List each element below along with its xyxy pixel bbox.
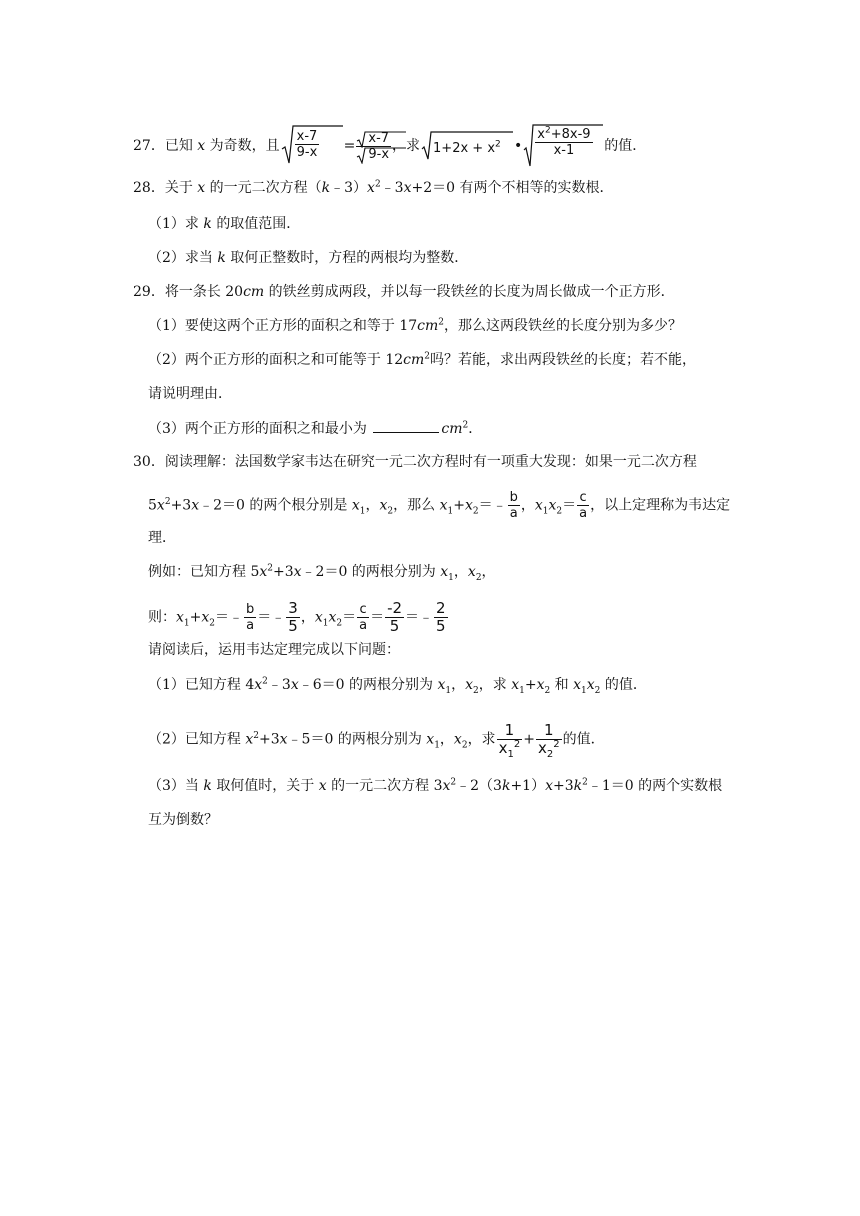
- question-number: 29．: [133, 284, 165, 300]
- denominator: 5: [389, 617, 400, 635]
- question-28: 28．关于 x 的一元二次方程$(k﹣3)x^2﹣3x+2=0$ 有两个不相等的实数根．: [133, 179, 614, 196]
- q30-part-3: （3）当 k 取何值时，关于 x 的一元二次方程 $3x^2﹣2(3k+1)x+3k^2﹣1=0$ 的两个实数根: [148, 777, 723, 794]
- numerator: 2: [436, 599, 446, 617]
- multiply-dot: •: [514, 138, 523, 154]
- text: 的值．: [562, 731, 605, 748]
- numerator: -2: [387, 599, 403, 617]
- text: +1）: [510, 778, 546, 794]
- question-number: 28．: [133, 180, 165, 196]
- radicand: 1+2x + x: [433, 141, 496, 156]
- numerator: c: [357, 602, 369, 618]
- denominator: a: [246, 618, 255, 633]
- fraction: [385, 600, 404, 635]
- var-x: x: [197, 180, 206, 196]
- q30-part-2: （2）已知方程 $x^2+3x﹣5=0$ 的两根分别为 $x_1$，$x_2$，求 $\frac{1}{x_1^2}$ + $\frac{1}{x_2^2}$ 的值．: [148, 721, 605, 760]
- q29-part-2: （2）两个正方形的面积之和可能等于 $12cm^2$吗？若能，求出两段铁丝的长度；若不能，: [148, 351, 697, 368]
- text: 为奇数，且: [209, 138, 280, 154]
- numerator: c: [577, 490, 589, 506]
- q28-part-2: [148, 248, 860, 268]
- text: 吗？若能，求出两段铁丝的长度；若不能，: [430, 352, 697, 368]
- unit-cm: cm: [243, 284, 265, 300]
- fraction-1-over-x1-squared: $\frac{1}{x_1^2}$: [498, 721, 521, 760]
- radical-1: [281, 125, 343, 167]
- numerator: x-7: [368, 130, 390, 146]
- text: ，那么: [393, 497, 436, 514]
- numerator: $x^2+8x-9$: [537, 125, 591, 142]
- denominator: a: [579, 506, 588, 521]
- text: ﹣2＝0 的两个根分别是: [199, 497, 348, 514]
- q30-example: 例如：已知方程 $5x^2+3x﹣2=0$ 的两根分别为 $x_1$，$x_2$，: [148, 563, 496, 583]
- denominator: a: [509, 506, 518, 521]
- text: ﹣6＝0 的两根分别为: [298, 677, 433, 693]
- text: ﹣1＝0 的两个实数根: [587, 778, 723, 794]
- text: 例如：已知方程 5: [148, 564, 260, 580]
- var-k: k: [203, 778, 212, 794]
- q30-part-1: （1）已知方程 $4x^2﹣3x﹣6=0$ 的两根分别为 $x_1$，$x_2$，求 $x_1+x_2$ 和 $x_1x_2$ 的值．: [148, 676, 647, 696]
- text: ．: [468, 421, 483, 437]
- denominator: x-1: [553, 143, 575, 158]
- denominator: 5: [288, 617, 298, 635]
- text: 已知: [164, 138, 193, 154]
- text: ﹣3: [267, 677, 291, 693]
- var-x: x: [403, 180, 412, 196]
- fraction-c-over-a: [577, 490, 589, 521]
- var-k: k: [203, 216, 212, 232]
- text: +3: [552, 778, 574, 794]
- var-x: x: [197, 138, 206, 154]
- fraction: [286, 600, 300, 635]
- question-number: 30．: [133, 454, 165, 470]
- text: ﹣3）: [330, 180, 368, 196]
- q29-part-1: （1）要使这两个正方形的面积之和等于 $17cm^2$，那么这两段铁丝的长度分别为多少？: [148, 317, 683, 334]
- q30-line-2: $5x^2+3x﹣2=0$ 的两个根分别是 $x_1$，$x_2$，那么 $x_1+x_2=﹣$ $\frac{b}{a}$ ，$x_1x_2=$ $\frac{c}{a}$ ，以上定理称为韦达定: [148, 490, 731, 521]
- text: 的一元二次方程（: [209, 180, 322, 196]
- numerator: b: [246, 602, 255, 617]
- fraction: [244, 602, 256, 633]
- question-30: [133, 452, 860, 472]
- text: ﹣2（3: [456, 778, 502, 794]
- equals: =: [343, 138, 356, 154]
- text: 请阅读后，运用韦达定理完成以下问题：: [148, 642, 400, 658]
- text: （2）求当: [148, 250, 213, 266]
- text: +3: [170, 497, 192, 514]
- fraction-1-over-x2-squared: $\frac{1}{x_2^2}$: [537, 721, 560, 760]
- text: （1）已知方程 4: [148, 677, 255, 693]
- text: 的值．: [604, 138, 647, 154]
- text: 互为倒数？: [148, 812, 218, 828]
- text: ＝﹣: [478, 497, 507, 514]
- q30-example-result: 则：$x_1+x_2=﹣$ $\frac{b}{a}$ ＝﹣ $\frac{3}{5}$ ，$x_1x_2=$ $\frac{c}{a}$ ＝ $\frac{-2}{5}$ ＝﹣ $\frac{2}{5}$: [148, 599, 446, 635]
- denominator: a: [359, 618, 368, 633]
- text: 5: [148, 497, 157, 514]
- text: 的值．: [604, 677, 647, 693]
- fraction-radicals: [356, 131, 391, 162]
- text: （1）求: [148, 216, 199, 232]
- text: （2）已知方程: [148, 731, 241, 748]
- var-x: x: [367, 180, 375, 196]
- text: 取何值时，关于: [216, 778, 315, 794]
- text: （1）要使这两个正方形的面积之和等于 17: [148, 318, 418, 334]
- answer-blank[interactable]: [373, 418, 439, 433]
- text: ，那么这两段铁丝的长度分别为多少？: [444, 318, 683, 334]
- text: ，求: [392, 138, 421, 154]
- fraction: [434, 600, 448, 635]
- text: +2＝0 有两个不相等的实数根．: [411, 180, 614, 196]
- text: 理．: [148, 530, 176, 546]
- numerator: b: [509, 490, 518, 505]
- denominator: 9-x: [296, 145, 318, 160]
- var-k: k: [321, 180, 331, 196]
- unit-cm: cm: [441, 421, 463, 437]
- radical-4: [523, 124, 603, 168]
- text: ﹣3: [380, 180, 404, 196]
- fraction-b-over-a: [508, 490, 520, 521]
- var-k: k: [217, 250, 226, 266]
- unit-cm: cm: [417, 318, 439, 334]
- q30-instruction: [148, 640, 860, 660]
- text: +3: [259, 731, 280, 748]
- fraction: [357, 602, 369, 633]
- unit-cm: cm: [403, 352, 425, 368]
- denominator: 5: [436, 617, 446, 635]
- text: 和: [554, 677, 569, 693]
- text: 取何正整数时，方程的两根均为整数．: [230, 250, 469, 266]
- numerator: 1: [536, 722, 562, 740]
- numerator: 3: [288, 599, 298, 617]
- text: （2）两个正方形的面积之和可能等于 12: [148, 352, 404, 368]
- text: 关于: [164, 180, 193, 196]
- text: ﹣2＝0 的两根分别为: [301, 564, 436, 580]
- radical-3: $1+2x + x^2$: [421, 131, 513, 161]
- text: ，以上定理称为韦达定: [590, 497, 731, 514]
- question-number: 27．: [133, 138, 165, 154]
- q28-part-1: [148, 214, 860, 234]
- text: 则：: [148, 609, 176, 626]
- text: ﹣5＝0 的两根分别为: [287, 731, 422, 748]
- text: 将一条长 20: [164, 284, 244, 300]
- var-x: x: [318, 778, 327, 794]
- text: （3）两个正方形的面积之和最小为: [148, 421, 367, 437]
- text: 的一元二次方程 3: [331, 778, 443, 794]
- text: 的铁丝剪成两段，并以每一段铁丝的长度为周长做成一个正方形．: [268, 284, 675, 300]
- q29-part-3: （3）两个正方形的面积之和最小为 $cm^2$．: [148, 418, 860, 439]
- q30-line-3: [148, 528, 860, 548]
- q29-part-2-cont: [148, 384, 860, 404]
- text: 请说明理由．: [148, 386, 232, 402]
- question-27: [133, 124, 860, 168]
- text: ，求: [478, 677, 507, 693]
- text: 阅读理解：法国数学家韦达在研究一元二次方程时有一项重大发现：如果一元二次方程: [164, 454, 697, 470]
- numerator: x-7: [296, 129, 318, 144]
- numerator: 1: [497, 722, 523, 740]
- text: ，求: [467, 731, 496, 748]
- q30-part-3-cont: [148, 810, 860, 830]
- question-29: [133, 282, 860, 302]
- text: （3）当: [148, 778, 199, 794]
- denominator: 9-x: [368, 146, 390, 162]
- text: 的取值范围．: [216, 216, 301, 232]
